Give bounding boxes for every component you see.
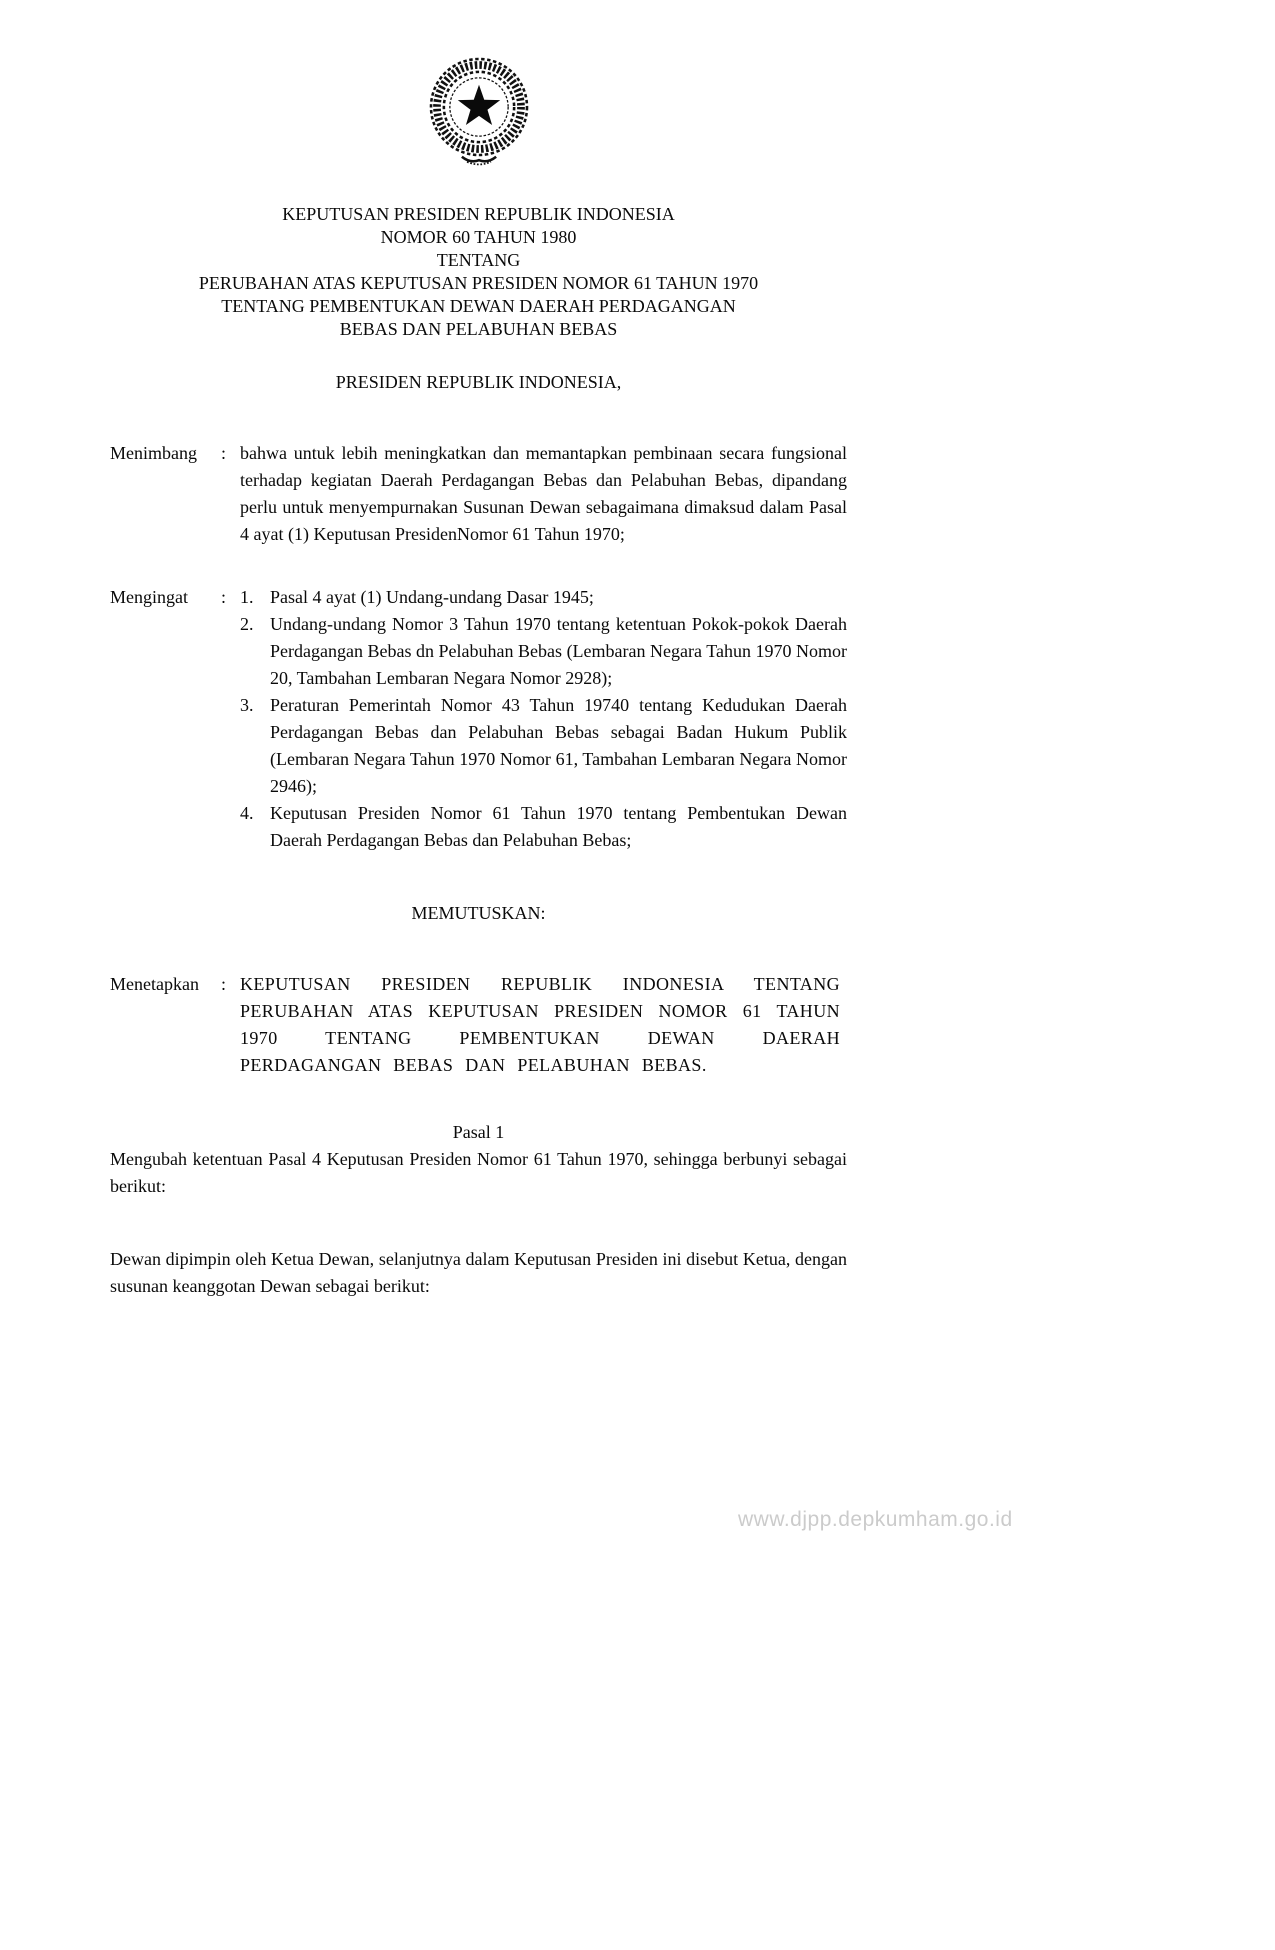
list-item-number: 3. [240, 695, 254, 715]
list-item [240, 611, 847, 692]
list-item-text: Peraturan Pemerintah Nomor 43 Tahun 19740 tentang Kedudukan Daerah Perdagangan Bebas dan Pelabuhan Bebas sebagai Badan Hukum Publik (Lembaran Negara Tahun 1970 Nomor 61, Tambahan Lembaran Negara Nomor 2946); [270, 695, 847, 796]
presidential-star-seal-icon [419, 42, 539, 172]
mengingat-section [110, 584, 847, 854]
watermark: www.djpp.depkumham.go.id [738, 1508, 1013, 1531]
list-item [240, 692, 847, 800]
issuer-line: PRESIDEN REPUBLIK INDONESIA, [335, 372, 622, 392]
title-line: KEPUTUSAN PRESIDEN REPUBLIK INDONESIA [282, 204, 675, 224]
title-line: TENTANG [436, 250, 521, 270]
document-title [110, 203, 847, 341]
memutuskan-heading: MEMUTUSKAN: [411, 903, 546, 923]
list-item-text: Pasal 4 ayat (1) Undang-undang Dasar 1945; [270, 587, 594, 607]
title-line: TENTANG PEMBENTUKAN DEWAN DAERAH PERDAGANGAN [221, 296, 736, 316]
list-item-text: Undang-undang Nomor 3 Tahun 1970 tentang ketentuan Pokok-pokok Daerah Perdagangan Bebas dn Pelabuhan Bebas (Lembaran Negara Tahun 1970 Nomor 20, Tambahan Lembaran Negara Nomor 2928); [270, 614, 847, 688]
menimbang-body: bahwa untuk lebih meningkatkan dan memantapkan pembinaan secara fungsional terhadap kegiatan Daerah Perdagangan Bebas dan Pelabuhan Bebas, dipandang perlu untuk menyempurnakan Susunan Dewan sebagaimana dimaksud dalam Pasal 4 ayat (1) Keputusan PresidenNomor 61 Tahun 1970; [240, 443, 847, 544]
list-item-number: 1. [240, 587, 254, 607]
mengingat-list [240, 584, 847, 854]
menetapkan-label [110, 971, 226, 1079]
emblem-container [110, 42, 847, 177]
title-line: PERUBAHAN ATAS KEPUTUSAN PRESIDEN NOMOR 61 TAHUN 1970 [198, 273, 759, 293]
menetapkan-label-text: Menetapkan [110, 974, 199, 994]
title-line: BEBAS DAN PELABUHAN BEBAS [339, 319, 618, 339]
list-item-number: 4. [240, 803, 254, 823]
pasal-1-heading: Pasal 1 [452, 1122, 505, 1142]
mengingat-label-text: Mengingat [110, 587, 188, 607]
list-item-number: 2. [240, 614, 254, 634]
menimbang-label [110, 440, 226, 548]
menimbang-section [110, 440, 847, 548]
mengingat-colon: : [220, 587, 226, 607]
menetapkan-colon: : [220, 974, 226, 994]
menimbang-colon: : [220, 443, 226, 463]
mengingat-label [110, 584, 226, 854]
pasal-1-paragraph-2: Dewan dipimpin oleh Ketua Dewan, selanjutnya dalam Keputusan Presiden ini disebut Ketua, dengan susunan keanggotan Dewan sebagai berikut: [110, 1249, 847, 1296]
title-line: NOMOR 60 TAHUN 1980 [380, 227, 577, 247]
menetapkan-section [110, 971, 847, 1079]
pasal-1-paragraph-1: Mengubah ketentuan Pasal 4 Keputusan Presiden Nomor 61 Tahun 1970, sehingga berbunyi sebagai berikut: [110, 1149, 847, 1196]
menetapkan-body: KEPUTUSAN PRESIDEN REPUBLIK INDONESIA TENTANG PERUBAHAN ATAS KEPUTUSAN PRESIDEN NOMOR 61 TAHUN 1970 TENTANG PEMBENTUKAN DEWAN DAERAH PERDAGANGAN BEBAS DAN PELABUHAN BEBAS. [240, 974, 840, 1075]
menimbang-label-text: Menimbang [110, 443, 197, 463]
list-item [240, 584, 847, 611]
list-item [240, 800, 847, 854]
list-item-text: Keputusan Presiden Nomor 61 Tahun 1970 tentang Pembentukan Dewan Daerah Perdagangan Bebas dan Pelabuhan Bebas; [270, 803, 847, 850]
document-body [110, 203, 847, 1300]
